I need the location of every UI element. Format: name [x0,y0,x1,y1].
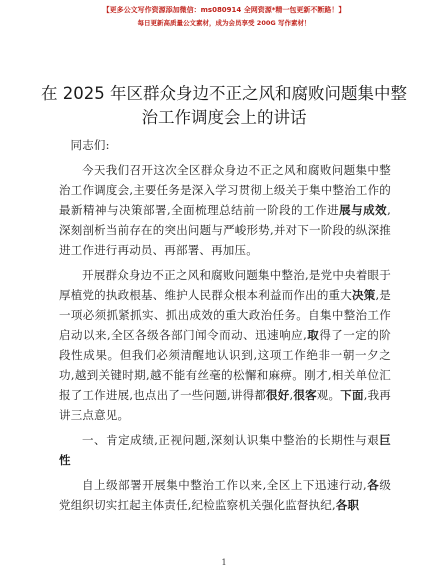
para2-text-g: ,我再讲三点意见。 [59,388,392,422]
para2-bold-1: 决策 [351,288,376,302]
banner-line-1: 【更多公文写作资源添加微信：ms080914 全网资源*精一包更新不断路！】 [102,6,346,14]
para2-bold-3: 很好 [266,388,290,402]
para1-bold-1: 展与成效 [339,203,388,217]
para4-bold-2: 各职 [335,498,360,512]
paragraph-1 [59,160,391,260]
para2-text-d: 得了一定的阶段性成果。但我们必须清醒地认识到,这项工作绝非一朝一夕之功,越到关键时期,越不能有丝毫的松懈和麻痹。刚才,相关单位汇报了工作进展,也点出了一些问题,讲得都 [59,328,392,402]
para2-bold-2: 取 [307,328,320,342]
para4-bold-1: 各 [366,478,380,492]
document-title: 在 2025 年区群众身边不正之风和腐败问题集中整治工作调度会上的讲话 [41,84,407,127]
heading1-text: 一、肯定成绩,正视问题,深刻认识集中整治的长期性与艰 [82,433,380,447]
para1-text-c: ,深刻剖析当前存在的突出问题与严峻形势,并对下一阶段的纵深推进工作进行再动员、再部署、再加压。 [59,203,391,257]
para2-text-f: 观。 [316,388,341,402]
banner-line-2: 每日更新高质量公文素材，成为会员享受 200G 写作素材！ [137,19,311,27]
salutation: 同志们: [70,138,110,152]
para2-bold-5: 下面 [340,388,364,402]
page-number: 1 [221,558,227,567]
promo-banner [0,4,448,30]
para2-text-e: , [289,388,294,402]
para2-bold-4: 很客 [293,388,317,402]
para2-text-a: 开展群众身边不正之风和腐败问题集中整治,是党中央着眼于厚植党的执政根基、维护人民群众根本利益而作出的重大 [59,268,391,302]
document-body [59,135,391,515]
para4-text-a: 自上级部署开展集中整治工作以来,全区上下迅速行动, [82,478,367,492]
para2-text-c: ,是一项必须抓紧抓实、抓出成效的重大政治任务。自集中整治工作启动以来,全区各级各部门闻令而动、迅速响应, [59,288,392,342]
heading1-bold: 巨性 [59,433,391,467]
para4-text-c: 级党组织切实扛起主体责任,纪检监察机关强化监督执纪, [59,478,392,512]
paragraph-2 [59,265,391,425]
para1-text-a: 今天我们召开这次全区群众身边不正之风和腐败问题集中整治工作调度会,主要任务是深入学习贯彻上级关于集中整治工作的最新精神与决策部署,全面梳理总结前一阶段的工作进 [59,163,391,217]
section-heading-1 [59,430,391,470]
paragraph-4 [59,475,391,515]
